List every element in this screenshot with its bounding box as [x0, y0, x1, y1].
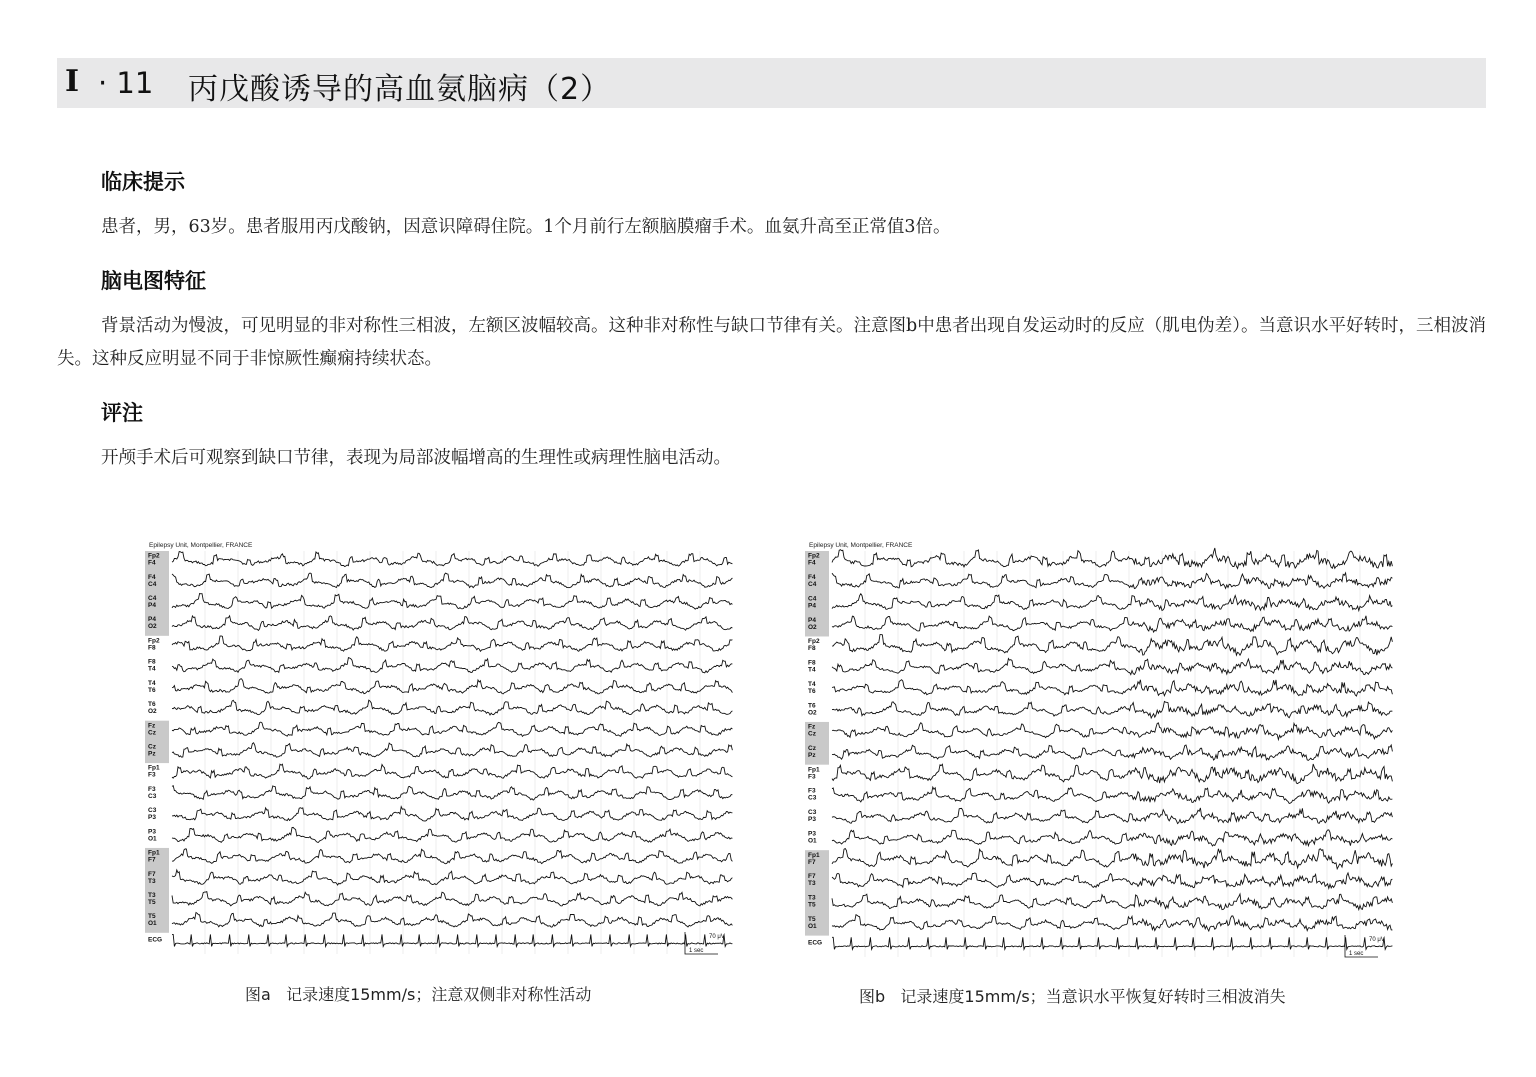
channel-label: T5: [808, 901, 816, 909]
channel-label: P4: [148, 602, 156, 610]
channel-label: Fp2: [148, 637, 160, 645]
eeg-trace: [832, 680, 1392, 696]
eeg-trace: [172, 892, 732, 906]
channel-label: T5: [148, 913, 156, 921]
channel-label: Fp1: [148, 849, 160, 857]
channel-label: O1: [808, 922, 817, 930]
channel-label: F8: [148, 644, 156, 652]
chapter-roman: I: [65, 64, 80, 99]
channel-label: C3: [148, 792, 157, 800]
channel-label: T3: [808, 894, 816, 902]
channel-label: Cz: [148, 743, 156, 751]
caption-a: 图a 记录速度15mm/s；注意双侧非对称性活动: [245, 985, 592, 1004]
channel-label: O1: [808, 837, 817, 845]
eeg-trace: [172, 616, 732, 631]
channel-label: C4: [148, 595, 157, 603]
eeg-trace: [832, 764, 1392, 784]
eeg-trace: [832, 808, 1392, 824]
eeg-trace: [832, 659, 1392, 675]
channel-label: T4: [808, 666, 816, 674]
channel-label: Fp1: [808, 766, 820, 774]
figure-header-label: Epilepsy Unit, Montpellier, FRANCE: [809, 542, 913, 549]
eeg-trace: [172, 913, 732, 928]
eeg-figure-b: [805, 537, 1397, 965]
eeg-trace: [172, 807, 732, 821]
eeg-trace: [832, 548, 1392, 569]
channel-label: Cz: [808, 730, 816, 738]
channel-label: O2: [148, 623, 157, 631]
page-title: 丙戊酸诱导的高血氨脑病（2）: [188, 72, 612, 107]
channel-label: T4: [148, 665, 156, 673]
eeg-trace: [832, 873, 1392, 888]
channel-label: O2: [808, 709, 817, 717]
channel-label: F3: [808, 787, 816, 795]
channel-label: C4: [808, 595, 817, 603]
channel-label: T5: [148, 898, 156, 906]
channel-label: Fp2: [148, 552, 160, 560]
channel-label: T4: [808, 680, 816, 688]
eeg-trace: [172, 827, 732, 842]
eeg-trace: [172, 722, 732, 736]
channel-label: C3: [148, 807, 157, 815]
channel-label: F8: [808, 659, 816, 667]
scale-amplitude: 70 μV: [709, 934, 725, 940]
channel-label: F4: [148, 573, 156, 581]
eeg-trace: [172, 593, 732, 609]
channel-label: Fp1: [148, 764, 160, 772]
channel-label: ECG: [808, 939, 823, 947]
heading-comment: 评注: [101, 401, 143, 425]
eeg-trace: [832, 830, 1392, 846]
figure-b: [805, 537, 1397, 965]
channel-label: F7: [808, 858, 816, 866]
channel-label: Cz: [148, 729, 156, 737]
channel-label: F7: [148, 870, 156, 878]
channel-label: T3: [808, 880, 816, 888]
eeg-trace: [832, 745, 1392, 760]
eeg-trace: [832, 937, 1392, 949]
channel-label: O1: [148, 920, 157, 928]
eeg-trace: [832, 894, 1392, 910]
heading-eeg-features: 脑电图特征: [101, 269, 206, 293]
channel-label: T4: [148, 679, 156, 687]
caption-b: 图b 记录速度15mm/s；当意识水平恢复好转时三相波消失: [859, 987, 1286, 1006]
channel-label: F8: [808, 645, 816, 653]
eeg-trace: [172, 743, 732, 757]
channel-label: P4: [808, 602, 816, 610]
channel-label: C4: [808, 581, 817, 589]
eeg-trace: [832, 635, 1392, 656]
eeg-trace: [172, 786, 732, 800]
eeg-trace: [832, 573, 1392, 589]
eeg-trace: [172, 552, 732, 567]
channel-label: Fz: [148, 722, 156, 730]
channel-label: O1: [148, 835, 157, 843]
channel-label: ECG: [148, 936, 163, 944]
heading-clinical: 临床提示: [101, 170, 185, 194]
channel-label: Fp2: [808, 552, 820, 560]
channel-label: C4: [148, 580, 157, 588]
channel-label: F4: [808, 574, 816, 582]
channel-label: C3: [808, 809, 817, 817]
eeg-trace: [172, 764, 732, 779]
channel-label: F8: [148, 658, 156, 666]
channel-label: O2: [148, 708, 157, 716]
figure-header-label: Epilepsy Unit, Montpellier, FRANCE: [149, 542, 253, 549]
channel-label: Fp2: [808, 638, 820, 646]
channel-label: T6: [148, 686, 156, 694]
eeg-trace: [172, 658, 732, 673]
eeg-figure-a: [145, 537, 737, 962]
eeg-trace: [832, 616, 1392, 632]
channel-label: P3: [148, 828, 156, 836]
eeg-trace: [172, 573, 732, 588]
channel-label: F4: [148, 559, 156, 567]
channel-label: F4: [808, 559, 816, 567]
eeg-trace: [832, 702, 1392, 719]
channel-label: P4: [148, 616, 156, 624]
channel-label: P3: [808, 816, 816, 824]
channel-label: Pz: [808, 752, 816, 759]
channel-label: F3: [148, 785, 156, 793]
channel-label: P3: [148, 814, 156, 822]
channel-label: T3: [148, 877, 156, 885]
para-clinical: 患者，男，63岁。患者服用丙戊酸钠，因意识障碍住院。1个月前行左额脑膜瘤手术。血氨升高至正常值3倍。: [101, 217, 951, 237]
channel-label: T3: [148, 891, 156, 899]
channel-label: Fz: [808, 723, 816, 731]
scale-time: 1 sec: [1349, 951, 1364, 957]
eeg-trace: [832, 849, 1392, 869]
para-comment: 开颅手术后可观察到缺口节律，表现为局部波幅增高的生理性或病理性脑电活动。: [101, 448, 731, 468]
channel-label: Cz: [808, 745, 816, 752]
channel-label: C3: [808, 794, 817, 802]
channel-label: P4: [808, 616, 816, 624]
channel-label: T6: [808, 687, 816, 695]
para-eeg-features: 背景活动为慢波，可见明显的非对称性三相波，左额区波幅较高。这种非对称性与缺口节律有关。注意图b中患者出现自发运动时的反应（肌电伪差）。当意识水平好转时，三相波消失。这种反应明显不同于非惊厥性癫痫持续状态。: [57, 316, 1486, 369]
channel-label: T5: [808, 915, 816, 923]
eeg-trace: [832, 787, 1392, 803]
eeg-trace: [172, 700, 732, 715]
eeg-trace: [172, 934, 732, 946]
channel-label: T6: [148, 701, 156, 709]
eeg-trace: [832, 915, 1392, 931]
eeg-trace: [832, 723, 1392, 740]
channel-label: P3: [808, 830, 816, 838]
channel-label: F3: [808, 773, 816, 781]
channel-label: Pz: [148, 750, 156, 758]
channel-label: O2: [808, 623, 817, 631]
channel-label: T6: [808, 702, 816, 710]
channel-label: F7: [148, 856, 156, 864]
eeg-trace: [172, 679, 732, 694]
scale-amplitude: 70 μV: [1369, 937, 1385, 943]
eeg-trace: [172, 870, 732, 885]
eeg-trace: [172, 849, 732, 864]
chapter-number: · 11: [98, 66, 154, 100]
scale-time: 1 sec: [689, 948, 704, 954]
channel-label: F3: [148, 771, 156, 779]
channel-label: Fp1: [808, 851, 820, 859]
figure-a: [145, 537, 737, 962]
channel-label: F7: [808, 873, 816, 881]
eeg-trace: [172, 636, 732, 651]
eeg-trace: [832, 594, 1392, 611]
